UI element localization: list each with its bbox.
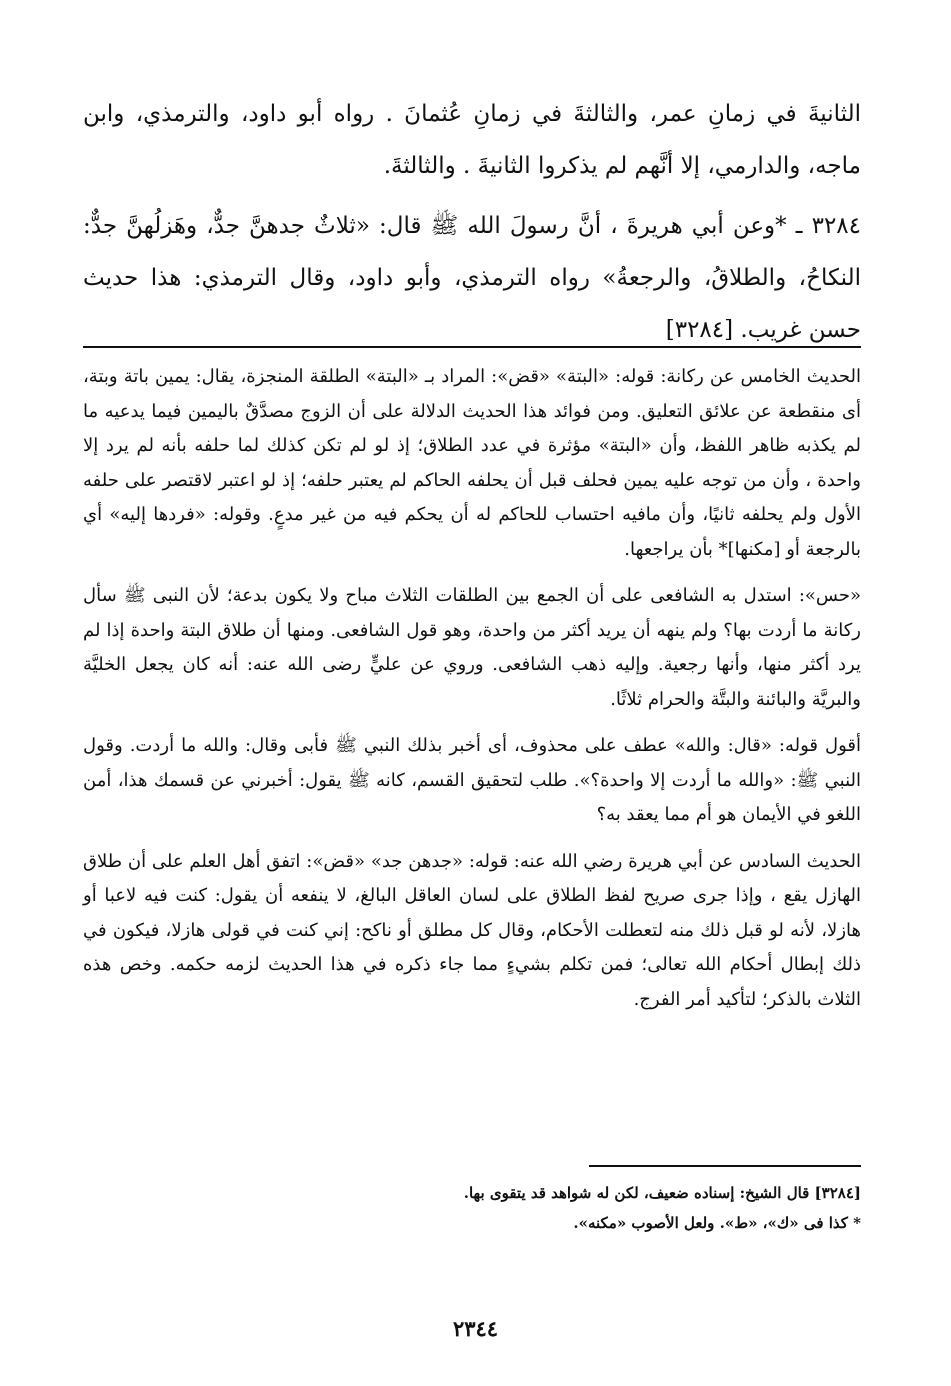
hadith-text: ـ *وعن أبي هريرةَ ، أنَّ رسولَ الله ﷺ قال: «ثلاثٌ جدهنَّ جدٌّ، وهَزلُهنَّ جدٌّ: النكاحُ، والطلاقُ، والرجعةُ» رواه الترمذي، وأبو داود، وقال الترمذي: هذا حديث حسن غريب. [٣٢٨٤] (83, 213, 861, 343)
commentary-section (83, 360, 861, 1029)
main-paragraph: الثانيةَ في زمانِ عمر، والثالثةَ في زمانِ عُثمانَ . رواه أبو داود، والترمذي، وابن ماجه، والدارمي، إلا أنَّهم لم يذكروا الثانيةَ . والثالثةَ. (83, 101, 861, 179)
main-text (83, 88, 861, 356)
commentary-paragraph: «حس»: استدل به الشافعى على أن الجمع بين الطلقات الثلاث مباح ولا يكون بدعة؛ لأن النبى ﷺ سأل ركانة ما أردت بها؟ ولم ينهه أن يريد أكثر من واحدة، وهو قول الشافعى. ومنها أن طلاق البتة واحدة إذا لم يرد أكثر منها، وأنها رجعية. وإليه ذهب الشافعى. وروي عن عليٍّ رضى الله عنه: أنه كان يجعل الخليَّة والبريَّة والبائنة والبتَّة والحرام ثلاثًا. (83, 585, 861, 710)
variant-note: * كذا فى «ك»، «ط». ولعل الأصوب «مكنه». (573, 1214, 861, 1232)
hadith-entry (83, 200, 861, 356)
page-number: ٢٣٤٤ (452, 1316, 499, 1341)
hadith-number: ٣٢٨٤ (811, 213, 862, 239)
commentary-paragraph: الحديث الخامس عن ركانة: قوله: «البتة» «قض»: المراد بـ «البتة» الطلقة المنجزة، يقال: يمين باتة وبتة، أى منقطعة عن علائق التعليق. ومن فوائد هذا الحديث الدلالة على أن الزوج مصدَّقٌ باليمين فيما يدعيه ما لم يكذبه ظاهر اللفظ، وأن «البتة» مؤثرة في عدد الطلاق؛ إذ لو لم تكن كذلك لما حلفه بأنه لم يرد إلا واحدة ، وأن من توجه عليه يمين فحلف قبل أن يحلفه الحاكم لم يعتبر حلفه؛ إذ لو اعتبر لاقتصر على حلفه الأول ولم يحلفه ثانيًا، وأن مافيه احتساب للحاكم له أن يحكم فيه من غير مدعٍ. وقوله: «فردها إليه» أي بالرجعة أو [مكنها]* بأن يراجعها. (83, 366, 861, 560)
main-divider (83, 346, 861, 348)
commentary-paragraph: الحديث السادس عن أبي هريرة رضي الله عنه: قوله: «جدهن جد» «قض»: اتفق أهل العلم على أن طلاق الهازل يقع ، وإذا جرى صريح لفظ الطلاق على لسان العاقل البالغ، لا ينفعه أن يقول: كنت فيه لاعبا أو هازلا، لأنه لو قبل ذلك منه لتعطلت الأحكام، وقال كل مطلق أو ناكح: إني كنت في قولى هازلا، فيكون في ذلك إبطال أحكام الله تعالى؛ فمن تكلم بشيءٍ مما جاء ذكره في هذا الحديث لزمه حكمه. وخص هذه الثلاث بالذكر؛ لتأكيد أمر الفرج. (83, 850, 861, 1010)
footnotes (83, 1178, 861, 1238)
footnote-divider (589, 1165, 861, 1167)
commentary-paragraph: أقول قوله: «قال: والله» عطف على محذوف، أى أخبر بذلك النبي ﷺ فأبى وقال: والله ما أردت. وقول النبي ﷺ: «والله ما أردت إلا واحدة؟». طلب لتحقيق القسم، كانه ﷺ يقول: أخبرني عن قسمك هذا، أمن اللغو في الأيمان هو أم مما يعقد به؟ (83, 735, 861, 825)
grading-note: [٣٢٨٤] قال الشيخ: إسناده ضعيف، لكن له شواهد قد يتقوى بها. (463, 1184, 861, 1202)
